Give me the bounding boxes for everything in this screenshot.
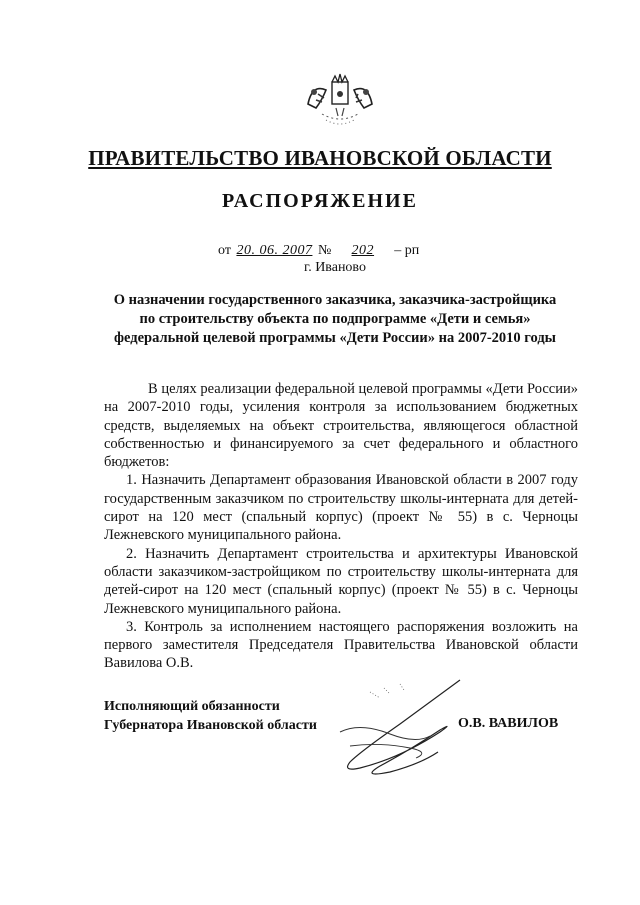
signer-position-line: Исполняющий обязанности bbox=[104, 699, 280, 714]
coat-of-arms-icon bbox=[298, 64, 382, 136]
preamble-paragraph: В целях реализации федеральной целевой программы «Дети России» на 2007-2010 годы, усиления контроля за использованием бюджетных средств, выделяемых на объект строительства, являющегося областной собственностью и финансируемого за счет федерального и областного бюджетов: bbox=[104, 381, 578, 471]
document-body bbox=[104, 380, 578, 673]
issue-city: г. Иваново bbox=[304, 260, 366, 275]
document-number: 202 bbox=[351, 243, 375, 258]
subject-line: по строительству объекта по подпрограмме «Дети и семья» bbox=[139, 311, 531, 327]
document-date: 20. 06. 2007 bbox=[236, 243, 313, 258]
signer-name: О.В. ВАВИЛОВ bbox=[458, 716, 559, 731]
subject-line: федеральной целевой программы «Дети России» на 2007-2010 годы bbox=[113, 330, 556, 346]
order-item: 1. Назначить Департамент образования Ивановской области в 2007 году государственным заказчиком по строительству школы-интерната для детей-сирот на 120 мест (спальный корпус) (проект № 55) в с. Черноцы Лежневского муниципального района. bbox=[104, 472, 578, 544]
subject-line: О назначении государственного заказчика, заказчика-застройщика bbox=[113, 292, 557, 308]
number-suffix: – рп bbox=[394, 243, 420, 258]
signer-position-line: Губернатора Ивановской области bbox=[104, 718, 317, 733]
handwritten-signature-icon bbox=[320, 672, 470, 792]
number-sign: № bbox=[317, 243, 332, 258]
document-type-heading: РАСПОРЯЖЕНИЕ bbox=[222, 190, 418, 212]
government-title: ПРАВИТЕЛЬСТВО ИВАНОВСКОЙ ОБЛАСТИ bbox=[88, 146, 552, 170]
order-item: 3. Контроль за исполнением настоящего распоряжения возложить на первого заместителя Председателя Правительства Ивановской области Вавилова О.В. bbox=[104, 618, 578, 672]
registration-line bbox=[218, 243, 478, 259]
order-item: 2. Назначить Департамент строительства и архитектуры Ивановской области заказчиком-застройщиком по строительству школы-интерната для детей-сирот на 120 мест (спальный корпус) (проект № 55) в с. Черноцы Лежневского муниципального района. bbox=[104, 545, 578, 617]
subject-heading bbox=[90, 291, 580, 348]
date-prefix: от bbox=[218, 243, 231, 258]
